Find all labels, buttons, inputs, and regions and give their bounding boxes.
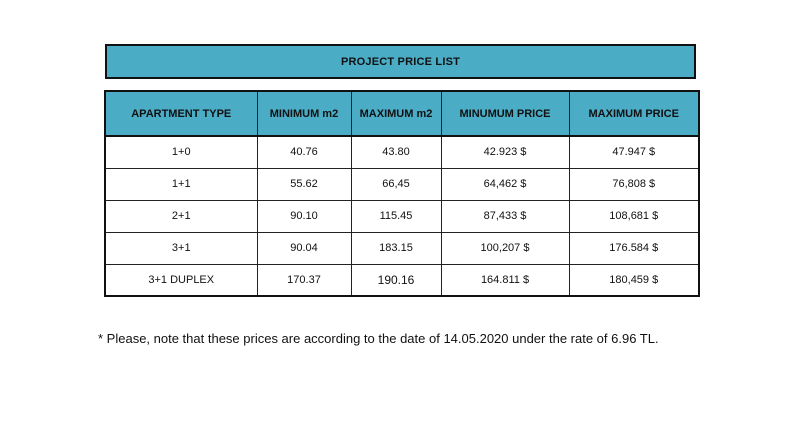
price-note: * Please, note that these prices are according to the date of 14.05.2020 under the rate of 6.96 TL. [98, 331, 659, 346]
cell-minimum-m2: 55.62 [257, 168, 351, 200]
table-row [105, 200, 699, 232]
cell-maximum-price: 47.947 $ [569, 136, 699, 168]
cell-apartment-type: 3+1 DUPLEX [105, 264, 257, 296]
cell-maximum-m2: 190.16 [351, 264, 441, 296]
cell-apartment-type: 1+1 [105, 168, 257, 200]
cell-maximum-m2: 43.80 [351, 136, 441, 168]
cell-maximum-m2: 66,45 [351, 168, 441, 200]
cell-apartment-type: 1+0 [105, 136, 257, 168]
cell-maximum-price: 180,459 $ [569, 264, 699, 296]
header-maximum-price: MAXIMUM PRICE [569, 91, 699, 136]
cell-minimum-m2: 40.76 [257, 136, 351, 168]
cell-minimum-price: 164.811 $ [441, 264, 569, 296]
header-minimum-m2: MINIMUM m2 [257, 91, 351, 136]
cell-minimum-m2: 170.37 [257, 264, 351, 296]
price-table [104, 90, 700, 297]
header-minimum-price: MINUMUM PRICE [441, 91, 569, 136]
table-header-row [105, 91, 699, 136]
header-apartment-type: APARTMENT TYPE [105, 91, 257, 136]
table-row [105, 232, 699, 264]
cell-minimum-price: 87,433 $ [441, 200, 569, 232]
price-list-title: PROJECT PRICE LIST [105, 44, 696, 79]
cell-minimum-m2: 90.04 [257, 232, 351, 264]
table-row [105, 264, 699, 296]
cell-minimum-price: 64,462 $ [441, 168, 569, 200]
header-maximum-m2: MAXIMUM m2 [351, 91, 441, 136]
cell-maximum-m2: 183.15 [351, 232, 441, 264]
cell-maximum-price: 176.584 $ [569, 232, 699, 264]
table-row [105, 136, 699, 168]
cell-maximum-price: 108,681 $ [569, 200, 699, 232]
cell-minimum-price: 42.923 $ [441, 136, 569, 168]
cell-maximum-m2: 115.45 [351, 200, 441, 232]
cell-maximum-price: 76,808 $ [569, 168, 699, 200]
cell-minimum-m2: 90.10 [257, 200, 351, 232]
cell-apartment-type: 3+1 [105, 232, 257, 264]
cell-apartment-type: 2+1 [105, 200, 257, 232]
table-row [105, 168, 699, 200]
cell-minimum-price: 100,207 $ [441, 232, 569, 264]
